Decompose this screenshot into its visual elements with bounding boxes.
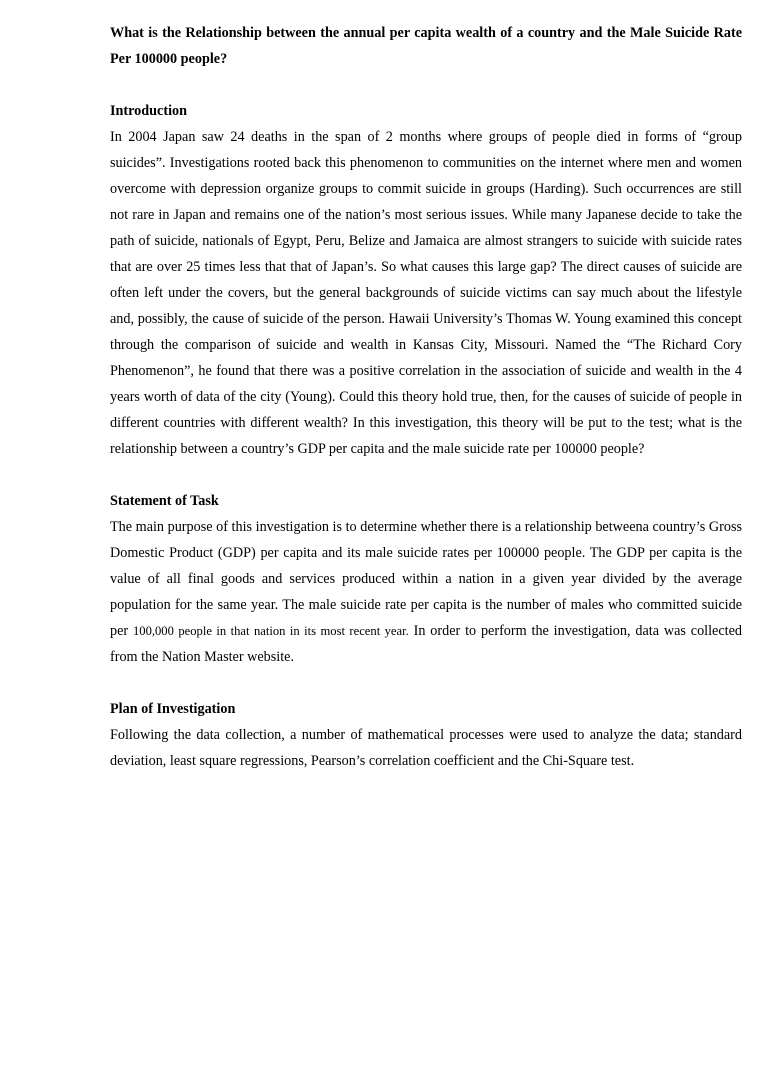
- plan-of-investigation-paragraph: Following the data collection, a number of mathematical processes were used to analyze the data; standard deviation, least square regressions, Pearson’s correlation coefficient and the Chi-Square test.: [110, 727, 742, 769]
- spacer: [110, 670, 742, 696]
- spacer: [110, 72, 742, 98]
- statement-of-task-paragraph: [110, 514, 742, 670]
- spacer: [110, 462, 742, 488]
- section-heading-introduction: Introduction: [110, 103, 187, 119]
- section-heading-plan-of-investigation: Plan of Investigation: [110, 701, 236, 717]
- statement-text-small: 100,000 people in that nation in its most recent year.: [132, 624, 409, 638]
- document-title: What is the Relationship between the annual per capita wealth of a country and the Male Suicide Rate Per 100000 people?: [110, 25, 742, 67]
- section-heading-statement-of-task: Statement of Task: [110, 493, 219, 509]
- statement-text-part1: The main purpose of this investigation is to determine whether there is a relationship betweena country’s Gross Domestic Product (GDP) per capita and its male suicide rates per 100000 people. The GDP per capita is the value of all final goods and services produced within a nation in a given year divided by the average population for the same year. The male suicide rate per capita is the number of males who committed suicide per: [110, 519, 742, 639]
- statement-text-part2: In order to perform the investigation, data was collected from the Nation Master website.: [110, 623, 742, 665]
- introduction-paragraph: In 2004 Japan saw 24 deaths in the span of 2 months where groups of people died in forms of “group suicides”. Investigations rooted back this phenomenon to communities on the internet where men and women overcome with depression organize groups to commit suicide in groups (Harding). Such occurrences are still not rare in Japan and remains one of the nation’s most serious issues. While many Japanese decide to take the path of suicide, nationals of Egypt, Peru, Belize and Jamaica are almost strangers to suicide with suicide rates that are over 25 times less that that of Japan’s. So what causes this large gap? The direct causes of suicide are often left under the covers, but the general backgrounds of suicide victims can say much about the lifestyle and, possibly, the cause of suicide of the person. Hawaii University’s Thomas W. Young examined this concept through the comparison of suicide and wealth in Kansas City, Missouri. Named the “The Richard Cory Phenomenon”, he found that there was a positive correlation in the association of suicide and wealth in the 4 years worth of data of the city (Young). Could this theory hold true, then, for the causes of suicide of people in different countries with different wealth? In this investigation, this theory will be put to the test; what is the relationship between a country’s GDP per capita and the male suicide rate per 100000 people?: [110, 129, 742, 457]
- document-page: [110, 20, 742, 774]
